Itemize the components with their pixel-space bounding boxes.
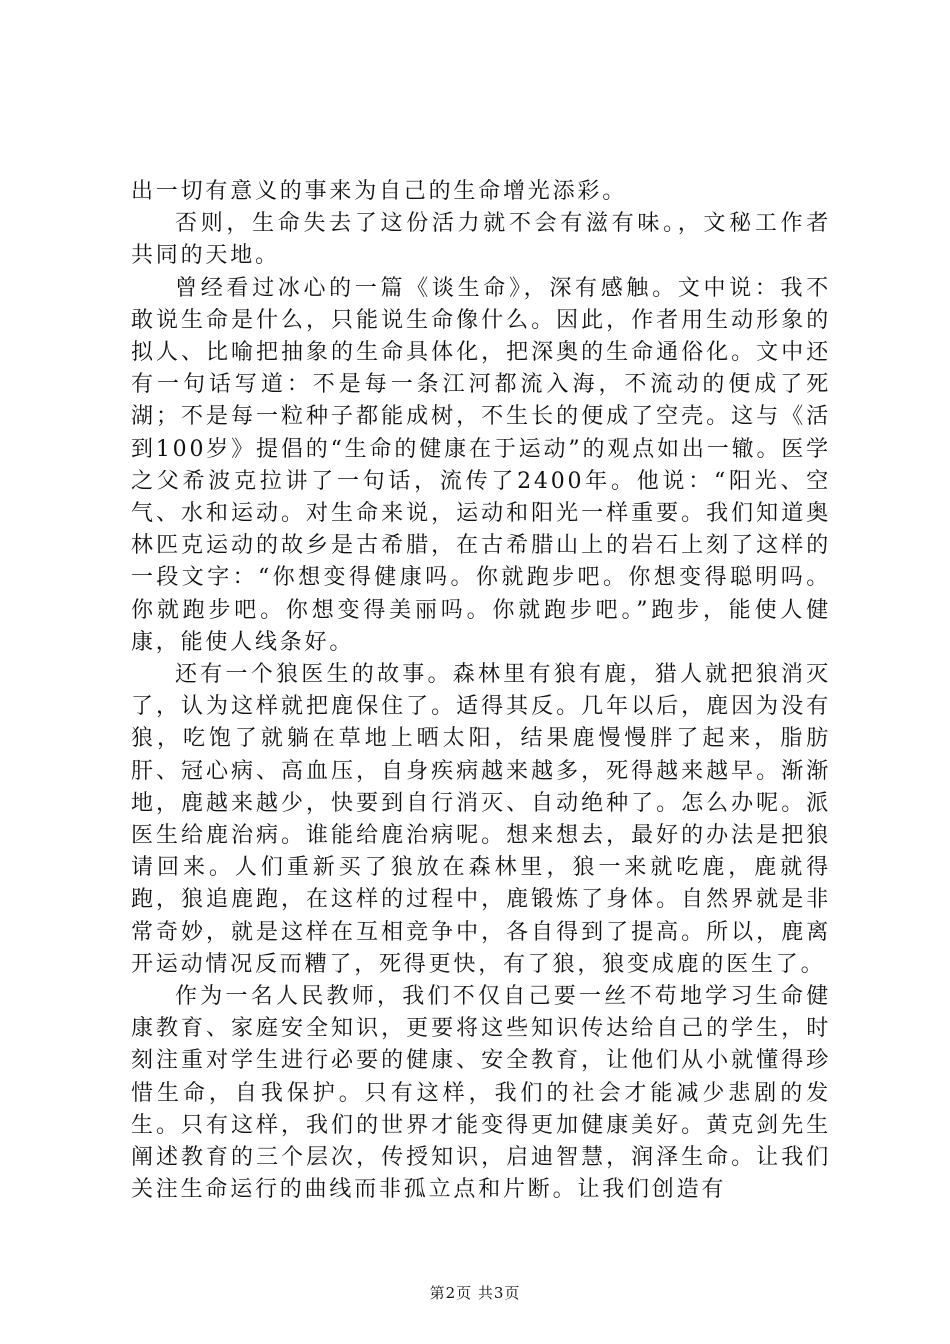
paragraph-continuation: 出一切有意义的事来为自己的生命增光添彩。 [131, 179, 628, 204]
paragraph: 否则，生命失去了这份活力就不会有滋有味。，文秘工作者共同的天地。 [131, 211, 831, 269]
page-footer: 第2页 共3页 [429, 1284, 521, 1302]
paragraph: 作为一名人民教师，我们不仅自己要一丝不苟地学习生命健康教育、家庭安全知识，更要将这些知识传达给自己的学生，时刻注重对学生进行必要的健康、安全教育，让他们从小就懂得珍惜生命，自我保护。只有这样，我们的社会才能减少悲剧的发生。只有这样，我们的世界才能变得更加健康美好。黄克剑先生阐述教育的三个层次，传授知识，启迪智慧，润泽生命。让我们关注生命运行的曲线而非孤立点和片断。让我们创造有 [131, 984, 831, 1203]
paragraph: 还有一个狼医生的故事。森林里有狼有鹿，猎人就把狼消灭了，认为这样就把鹿保住了。适得其反。几年以后，鹿因为没有狼，吃饱了就躺在草地上晒太阳，结果鹿慢慢胖了起来，脂肪肝、冠心病、高血压，自身疾病越来越多，死得越来越早。渐渐地，鹿越来越少，快要到自行消灭、自动绝种了。怎么办呢。派医生给鹿治病。谁能给鹿治病呢。想来想去，最好的办法是把狼请回来。人们重新买了狼放在森林里，狼一来就吃鹿，鹿就得跑，狼追鹿跑，在这样的过程中，鹿锻炼了身体。自然界就是非常奇妙，就是这样在互相竞争中，各自得到了提高。所以，鹿离开运动情况反而糟了，死得更快，有了狼，狼变成鹿的医生了。 [131, 662, 831, 977]
document-body [131, 176, 831, 1207]
paragraph: 曾经看过冰心的一篇《谈生命》，深有感触。文中说：我不敢说生命是什么，只能说生命像什么。因此，作者用生动形象的拟人、比喻把抽象的生命具体化，把深奥的生命通俗化。文中还有一句话写道：不是每一条江河都流入海，不流动的便成了死湖；不是每一粒种子都能成树，不生长的便成了空壳。这与《活到100岁》提倡的“生命的健康在于运动”的观点如出一辙。医学之父希波克拉讲了一句话，流传了2400年。他说：“阳光、空气、水和运动。对生命来说，运动和阳光一样重要。我们知道奥林匹克运动的故乡是古希腊，在古希腊山上的岩石上刻了这样的一段文字：“你想变得健康吗。你就跑步吧。你想变得聪明吗。你就跑步吧。你想变得美丽吗。你就跑步吧。”跑步，能使人健康，能使人线条好。 [131, 275, 831, 655]
